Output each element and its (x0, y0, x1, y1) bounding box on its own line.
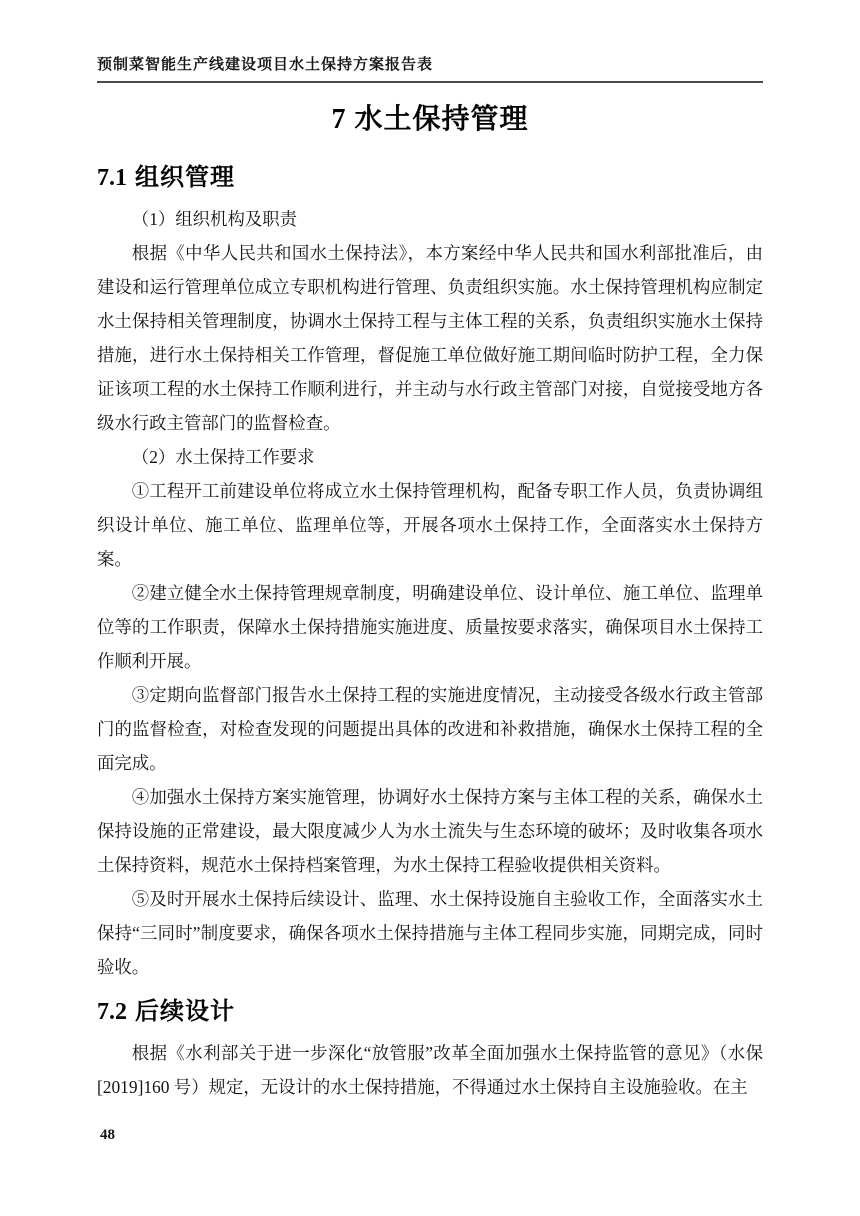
page-content (97, 0, 763, 1104)
section-7-2-label: 后续设计 (135, 998, 235, 1025)
section-7-2-number: 7.2 (97, 999, 127, 1025)
subheading-work-requirements: （2）水土保持工作要求 (131, 447, 315, 467)
chapter-number: 7 (331, 104, 346, 135)
work-requirement-item-5: ⑤及时开展水土保持后续设计、监理、水土保持设施自主验收工作，全面落实水土保持“三同时”制度要求，确保各项水土保持措施与主体工程同步实施，同期完成，同时验收。 (97, 889, 763, 977)
section-7-1-body (97, 202, 763, 984)
work-requirement-item-3: ③定期向监督部门报告水土保持工程的实施进度情况，主动接受各级水行政主管部门的监督检查，对检查发现的问题提出具体的改进和补救措施，确保水土保持工程的全面完成。 (97, 685, 763, 773)
section-heading-7-2 (97, 997, 763, 1027)
section-7-1-label: 组织管理 (135, 164, 235, 191)
work-requirement-item-1: ①工程开工前建设单位将成立水土保持管理机构，配备专职工作人员，负责协调组织设计单位、施工单位、监理单位等，开展各项水土保持工作，全面落实水土保持方案。 (97, 481, 763, 569)
running-header-title: 预制菜智能生产线建设项目水土保持方案报告表 (97, 57, 434, 73)
paragraph-org-duty: 根据《中华人民共和国水土保持法》，本方案经中华人民共和国水利部批准后，由建设和运行管理单位成立专职机构进行管理、负责组织实施。水土保持管理机构应制定水土保持相关管理制度，协调水土保持工程与主体工程的关系，负责组织实施水土保持措施，进行水土保持相关工作管理，督促施工单位做好施工期间临时防护工程，全力保证该项工程的水土保持工作顺利进行，并主动与水行政主管部门对接，自觉接受地方各级水行政主管部门的监督检查。 (97, 243, 763, 433)
work-requirement-item-4: ④加强水土保持方案实施管理，协调好水土保持方案与主体工程的关系，确保水土保持设施的正常建设，最大限度减少人为水土流失与生态环境的破坏；及时收集各项水土保持资料，规范水土保持档案管理，为水土保持工程验收提供相关资料。 (97, 787, 763, 875)
section-7-2-body (97, 1036, 763, 1104)
running-header (97, 0, 763, 83)
chapter-title (97, 102, 763, 137)
section-heading-7-1 (97, 163, 763, 193)
section-7-1-number: 7.1 (97, 165, 127, 191)
chapter-label: 水土保持管理 (354, 103, 529, 134)
paragraph-follow-up-design: 根据《水利部关于进一步深化“放管服”改革全面加强水土保持监管的意见》（水保[2019]160 号）规定，无设计的水土保持措施，不得通过水土保持自主设施验收。在主 (97, 1043, 763, 1097)
work-requirement-item-2: ②建立健全水土保持管理规章制度，明确建设单位、设计单位、施工单位、监理单位等的工作职责，保障水土保持措施实施进度、质量按要求落实，确保项目水土保持工作顺利开展。 (97, 583, 763, 671)
page-number: 48 (100, 1127, 115, 1143)
subheading-org-structure: （1）组织机构及职责 (131, 209, 298, 229)
